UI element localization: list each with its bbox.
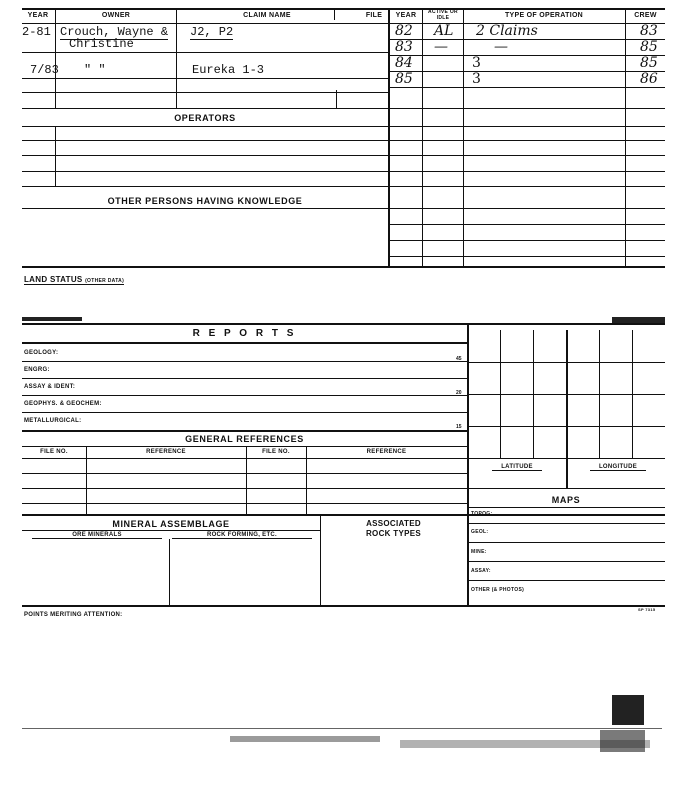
claim-year: 7/83 bbox=[30, 63, 59, 77]
scan-artifact bbox=[22, 728, 662, 729]
latitude-label: LATITUDE bbox=[492, 464, 542, 471]
maps-top-rule bbox=[467, 488, 665, 489]
ore-minerals-header: ORE MINERALS bbox=[32, 532, 162, 539]
location-grid-line bbox=[467, 458, 665, 459]
scan-artifact bbox=[600, 730, 645, 752]
activity-year: 82 bbox=[395, 23, 413, 39]
claims-col-divider bbox=[55, 8, 56, 108]
other-persons-label: OTHER PERSONS HAVING KNOWLEDGE bbox=[107, 196, 303, 206]
scan-artifact bbox=[612, 695, 644, 725]
type-of-operation-header: TYPE OF OPERATION bbox=[504, 12, 584, 19]
activity-row-rule bbox=[388, 140, 665, 141]
file-no-header: FILE NO. bbox=[262, 449, 290, 455]
activity-year: 84 bbox=[395, 55, 413, 71]
general-references-col bbox=[246, 446, 247, 514]
activity-row-rule bbox=[388, 208, 665, 209]
activity-row-rule bbox=[388, 224, 665, 225]
reports-top-border bbox=[22, 323, 665, 325]
claims-header-rule bbox=[22, 23, 388, 24]
maps-other-label: OTHER (& PHOTOS) bbox=[471, 587, 525, 593]
location-grid-line bbox=[566, 330, 568, 488]
reports-title: R E P O R T S bbox=[192, 328, 297, 339]
associated-label: ASSOCIATED bbox=[366, 519, 421, 528]
general-references-col bbox=[306, 446, 307, 514]
location-grid-line bbox=[467, 426, 665, 427]
activity-row-rule bbox=[388, 55, 665, 56]
claim-year: 2-81 bbox=[22, 25, 51, 39]
activity-row-rule bbox=[388, 108, 665, 109]
activity-year: 83 bbox=[395, 39, 413, 55]
activity-row-rule bbox=[388, 87, 665, 88]
activity-col-divider bbox=[625, 8, 626, 266]
activity-col-divider bbox=[422, 8, 423, 266]
report-label: ENGRG: bbox=[24, 367, 50, 373]
claims-row-rule bbox=[22, 108, 388, 109]
claims-row-rule bbox=[22, 92, 388, 93]
section-divider bbox=[388, 8, 390, 266]
maps-rule bbox=[467, 523, 665, 524]
maps-topog-label: TOPOG: bbox=[471, 511, 493, 517]
other-persons-rule bbox=[22, 208, 388, 209]
activity-crew: 85 bbox=[640, 55, 658, 71]
activity-row-rule bbox=[388, 240, 665, 241]
reports-row-rule bbox=[22, 395, 467, 396]
scan-artifact bbox=[230, 736, 380, 742]
activity-operation: 2 Claims bbox=[476, 23, 538, 39]
maps-geol-label: GEOL: bbox=[471, 529, 489, 535]
activity-crew: 83 bbox=[640, 23, 658, 39]
activity-operation: 3 bbox=[472, 71, 481, 87]
maps-rule bbox=[467, 580, 665, 581]
claims-row-rule bbox=[22, 78, 388, 79]
active-idle-header: ACTIVE OR IDLE bbox=[428, 9, 458, 21]
scan-smudge bbox=[22, 317, 82, 321]
maps-mine-label: MINE: bbox=[471, 549, 487, 555]
report-number: 20 bbox=[456, 390, 462, 396]
general-references-rule bbox=[22, 473, 467, 474]
operators-rule bbox=[22, 140, 388, 141]
activity-col-divider bbox=[463, 8, 464, 266]
operators-rule bbox=[22, 126, 388, 127]
activity-crew: 85 bbox=[640, 39, 658, 55]
mineral-assemblage-title: MINERAL ASSEMBLAGE bbox=[112, 519, 230, 529]
report-label: ASSAY & IDENT: bbox=[24, 384, 76, 390]
mineral-col-divider bbox=[320, 514, 321, 605]
claims-year-header: YEAR bbox=[27, 12, 49, 19]
mineral-col-divider bbox=[169, 539, 170, 605]
crew-header: CREW bbox=[634, 12, 657, 19]
activity-operation: — bbox=[494, 39, 508, 55]
maps-rule bbox=[467, 507, 665, 508]
operators-label: OPERATORS bbox=[174, 113, 236, 123]
activity-row-rule bbox=[388, 155, 665, 156]
location-grid-line bbox=[467, 362, 665, 363]
claim-owner: Christine bbox=[69, 37, 134, 51]
operators-rule bbox=[22, 186, 388, 187]
points-meriting-attention-label: POINTS MERITING ATTENTION: bbox=[24, 612, 123, 618]
general-references-rule bbox=[22, 446, 467, 447]
report-label: METALLURGICAL: bbox=[24, 418, 82, 424]
rock-types-label: ROCK TYPES bbox=[365, 529, 421, 538]
reports-row-rule bbox=[22, 361, 467, 362]
activity-crew: 86 bbox=[640, 71, 658, 87]
activity-row-rule bbox=[388, 171, 665, 172]
claims-col-divider bbox=[334, 8, 335, 20]
activity-status: AL bbox=[434, 23, 454, 39]
reports-row-rule bbox=[22, 412, 467, 413]
report-label: GEOLOGY: bbox=[24, 350, 59, 356]
maps-rule bbox=[467, 542, 665, 543]
land-status-label: LAND STATUS (OTHER DATA) bbox=[24, 275, 125, 284]
reports-bottom-rule bbox=[22, 430, 467, 432]
owner-header: OWNER bbox=[101, 12, 131, 19]
activity-operation: 3 bbox=[472, 55, 481, 71]
claim-owner: " " bbox=[84, 63, 106, 77]
activity-year: 85 bbox=[395, 71, 413, 87]
longitude-label: LONGITUDE bbox=[590, 464, 646, 471]
location-grid-line bbox=[467, 394, 665, 395]
claims-col-divider bbox=[176, 8, 177, 108]
activity-row-rule bbox=[388, 256, 665, 257]
report-label: GEOPHYS. & GEOCHEM: bbox=[24, 401, 102, 407]
activity-row-rule bbox=[388, 126, 665, 127]
general-references-rule bbox=[22, 488, 467, 489]
maps-title: MAPS bbox=[551, 495, 581, 505]
claim-name-header: CLAIM NAME bbox=[243, 12, 291, 19]
reports-title-rule bbox=[22, 342, 467, 344]
report-number: 45 bbox=[456, 356, 462, 362]
reports-row-rule bbox=[22, 378, 467, 379]
report-number: 15 bbox=[456, 424, 462, 430]
references-bottom-rule bbox=[22, 514, 665, 516]
activity-year-header: YEAR bbox=[395, 12, 417, 19]
mineral-rule bbox=[22, 530, 320, 531]
claim-record-form bbox=[22, 8, 665, 618]
maps-rule bbox=[467, 561, 665, 562]
form-top-border bbox=[22, 8, 665, 10]
activity-row-rule bbox=[388, 186, 665, 187]
operators-col-divider bbox=[55, 126, 56, 186]
general-references-col bbox=[86, 446, 87, 514]
reports-right-divider bbox=[467, 323, 469, 605]
general-references-rule bbox=[22, 458, 467, 459]
claim-owner: Crouch, Wayne & bbox=[60, 25, 169, 39]
claim-name: Eureka 1-3 bbox=[192, 63, 265, 77]
rock-forming-header: ROCK FORMING, ETC. bbox=[172, 532, 312, 539]
activity-status: — bbox=[434, 39, 448, 55]
operators-rule bbox=[22, 155, 388, 156]
activity-row-rule bbox=[388, 71, 665, 72]
general-references-title: GENERAL REFERENCES bbox=[185, 434, 304, 444]
file-no-header: FILE NO. bbox=[40, 449, 68, 455]
claim-name: J2, P2 bbox=[190, 25, 234, 39]
reference-header: REFERENCE bbox=[146, 449, 186, 455]
general-references-rule bbox=[22, 503, 467, 504]
activity-row-rule bbox=[388, 39, 665, 40]
reference-header: REFERENCE bbox=[366, 449, 407, 455]
form-code: SP 7315 bbox=[638, 607, 656, 612]
maps-assay-label: ASSAY: bbox=[471, 568, 491, 574]
operators-rule bbox=[22, 171, 388, 172]
form-bottom-border bbox=[22, 605, 665, 607]
file-header: FILE bbox=[365, 12, 383, 19]
claims-row-rule bbox=[22, 52, 388, 53]
top-section-bottom-border bbox=[22, 266, 665, 268]
